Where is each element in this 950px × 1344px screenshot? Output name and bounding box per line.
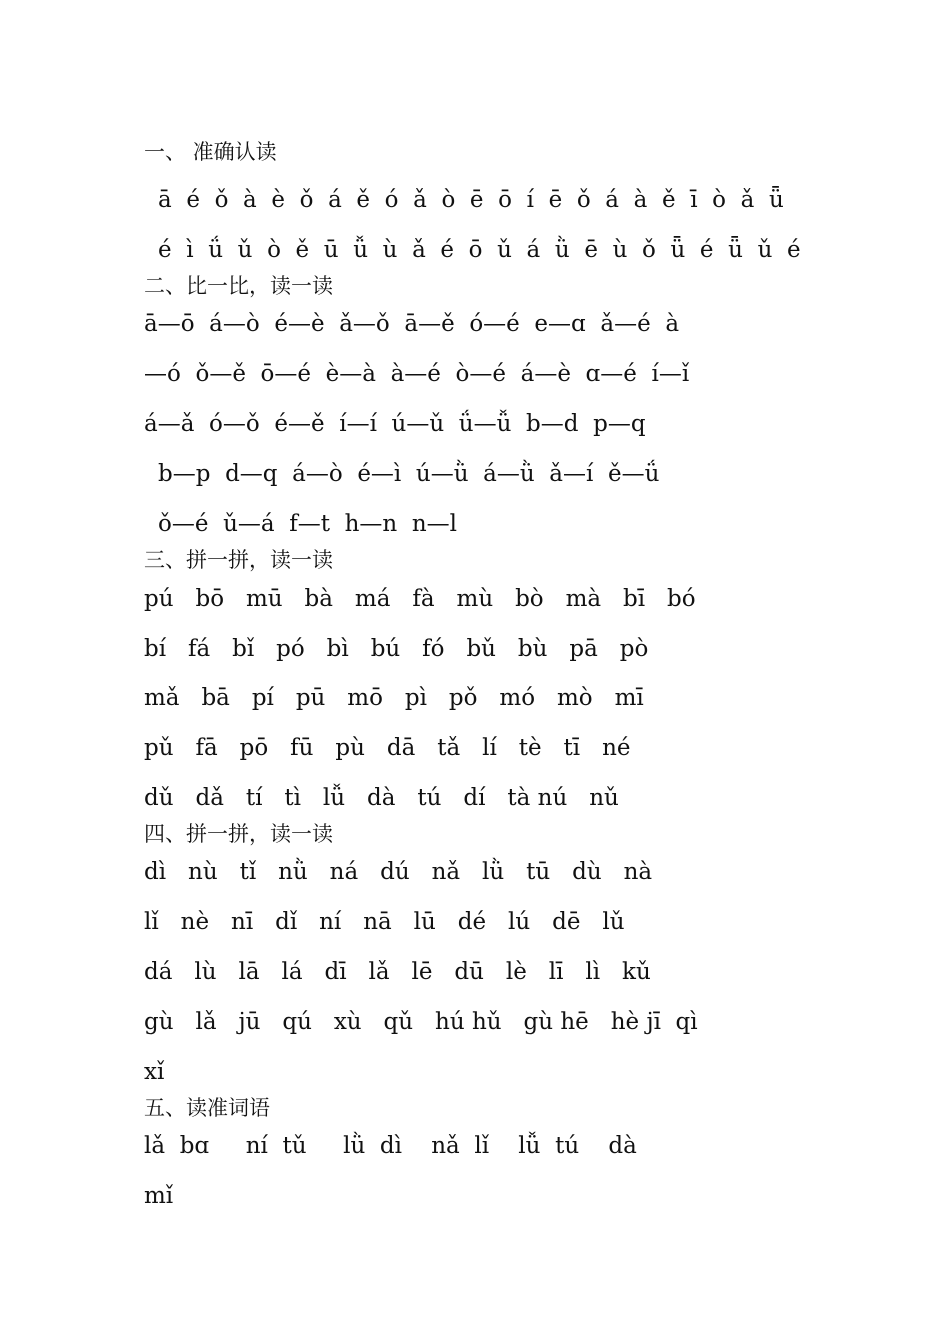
section-3-line-5: dǔ dǎ tí tì lǚ dà tú dí tà nú nǔ bbox=[144, 785, 619, 811]
section-3-line-3: mǎ bā pí pū mō pì pǒ mó mò mī bbox=[144, 685, 644, 711]
section-3-line-4: pǔ fā pō fū pù dā tǎ lí tè tī né bbox=[144, 735, 631, 761]
section-4-line-2: lǐ nè nī dǐ ní nā lū dé lú dē lǔ bbox=[144, 909, 625, 935]
section-2-line-2: —ó ǒ—ě ō—é è—à à—é ò—é á—è ɑ—é í—ǐ bbox=[144, 361, 690, 387]
section-3-line-2: bí fá bǐ pó bì bú fó bǔ bù pā pò bbox=[144, 636, 649, 662]
section-1-title: 一、 准确认读 bbox=[144, 140, 277, 164]
section-1-line-2: é ì ǘ ǔ ò ě ū ǚ ù ǎ é ō ǔ á ǜ ē ù ǒ ǖ é ǖ ǔ é bbox=[158, 237, 801, 263]
section-4-line-4: gù lǎ jū qú xù qǔ hú hǔ gù hē hè jī qì bbox=[144, 1009, 698, 1035]
section-2-line-5: ǒ—é ǔ—á f—t h—n n—l bbox=[158, 511, 458, 537]
section-4-line-3: dá lù lā lá dī lǎ lē dū lè lī lì kǔ bbox=[144, 959, 651, 985]
section-4-title: 四、拼一拼，读一读 bbox=[144, 822, 333, 846]
section-2-title: 二、比一比，读一读 bbox=[144, 274, 333, 298]
section-4-line-5: xǐ bbox=[144, 1059, 165, 1085]
section-3-line-1: pú bō mū bà má fà mù bò mà bī bó bbox=[144, 586, 696, 612]
section-3-title: 三、拼一拼，读一读 bbox=[144, 548, 333, 572]
section-2-line-1: ā—ō á—ò é—è ǎ—ǒ ā—ě ó—é e—ɑ ǎ—é à bbox=[144, 311, 680, 337]
section-2-line-4: b—p d—q á—ò é—ì ú—ǜ á—ǜ ǎ—í ě—ǘ bbox=[158, 461, 660, 487]
section-4-line-1: dì nù tǐ nǜ ná dú nǎ lǜ tū dù nà bbox=[144, 859, 653, 885]
section-5-title: 五、读准词语 bbox=[144, 1096, 270, 1120]
section-5-line-1: lǎ bɑ ní tǔ lǜ dì nǎ lǐ lǚ tú dà bbox=[144, 1133, 637, 1159]
section-5-line-2: mǐ bbox=[144, 1183, 174, 1209]
section-1-line-1: ā é ǒ à è ǒ á ě ó ǎ ò ē ō í ē ǒ á à ě ī ò ǎ ǖ bbox=[158, 187, 784, 213]
section-2-line-3: á—ǎ ó—ǒ é—ě í—í ú—ǔ ǘ—ǚ b—d p—q bbox=[144, 411, 646, 437]
